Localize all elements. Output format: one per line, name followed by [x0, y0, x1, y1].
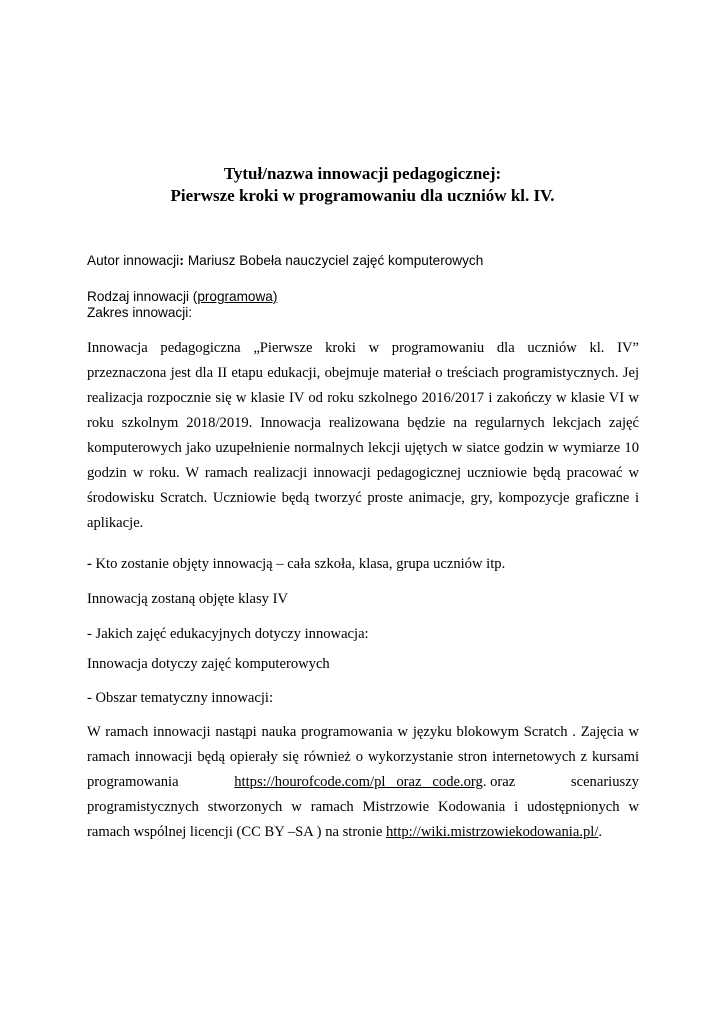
description-line: realizacja rozpocznie się w klasie IV od roku szkolnego 2016/2017 i zakończy w klasie VI w [87, 390, 639, 406]
description-line: roku szkolnym 2018/2019. Innowacja realizowana będzie na regularnych lekcjach zajęć [87, 415, 639, 431]
theme-line5-text: ramach wspólnej licencji (CC BY –SA ) na stronie [87, 824, 386, 840]
description-line: Innowacja pedagogiczna „Pierwsze kroki w programowaniu dla uczniów kl. IV” [87, 340, 639, 356]
description-line: przeznaczona jest dla II etapu edukacji, obejmuje materiał o treściach programistycznych. Jej [87, 365, 639, 381]
theme-line3-word1: programowania [87, 774, 179, 790]
title-line-1: Tytuł/nazwa innowacji pedagogicznej: [223, 164, 502, 183]
theme-line3-word3: scenariuszy [570, 774, 639, 790]
theme-line-links [87, 770, 639, 795]
question-3: - Obszar tematyczny innowacji: [87, 690, 273, 706]
question-1 [87, 556, 639, 573]
document-title [0, 163, 725, 207]
theme-line-5 [87, 820, 639, 845]
scope-label: Zakres innowacji: [87, 305, 193, 320]
description-paragraph [87, 336, 639, 536]
theme-line: programistycznych stworzonych w ramach Mistrzowie Kodowania i udostępnionych w [87, 799, 639, 815]
theme-line5-end: . [598, 824, 603, 840]
author-value: Mariusz Bobeła nauczyciel zajęć komputerowych [184, 253, 484, 268]
theme-line3-word2: . oraz [482, 774, 516, 790]
description-line: aplikacje. [87, 515, 144, 531]
description-line: środowisku Scratch. Uczniowie będą tworzyć proste animacje, gry, kompozycje graficzne i [87, 490, 639, 506]
question-1-text: Kto zostanie objęty innowacją – cała szkoła, klasa, grupa uczniów itp. [95, 556, 506, 572]
theme-line: ramach innowacji będą opierały się również o wykorzystanie stron internetowych z kursami [87, 749, 639, 765]
type-line [87, 289, 639, 304]
mistrzowie-link[interactable]: http://wiki.mistrzowiekodowania.pl/ [385, 824, 599, 840]
answer-1: Innowacją zostaną objęte klasy IV [87, 591, 288, 607]
theme-line: W ramach innowacji nastąpi nauka programowania w języku blokowym Scratch . Zajęcia w [87, 724, 639, 740]
hourofcode-link[interactable]: https://hourofcode.com/pl oraz code.org [234, 774, 483, 790]
question-2: - Jakich zajęć edukacyjnych dotyczy innowacja: [87, 626, 369, 642]
author-line [87, 253, 639, 270]
type-label: Rodzaj innowacji ( [87, 289, 198, 304]
question-1-dash: - [87, 556, 96, 572]
answer-2: Innowacja dotyczy zajęć komputerowych [87, 656, 330, 672]
description-line: godzin w roku. W ramach realizacji innowacji pedagogicznej uczniowie będą pracować w [87, 465, 639, 481]
title-line-2: Pierwsze kroki w programowaniu dla uczniów kl. IV. [170, 186, 555, 205]
description-line: komputerowych jako uzupełnienie normalnych lekcji ujętych w siatce godzin w wymiarze 10 [87, 440, 639, 456]
author-colon: : [179, 253, 185, 269]
author-label: Autor innowacji [87, 253, 180, 268]
type-value: programowa) [197, 289, 278, 304]
theme-paragraph [87, 720, 639, 845]
